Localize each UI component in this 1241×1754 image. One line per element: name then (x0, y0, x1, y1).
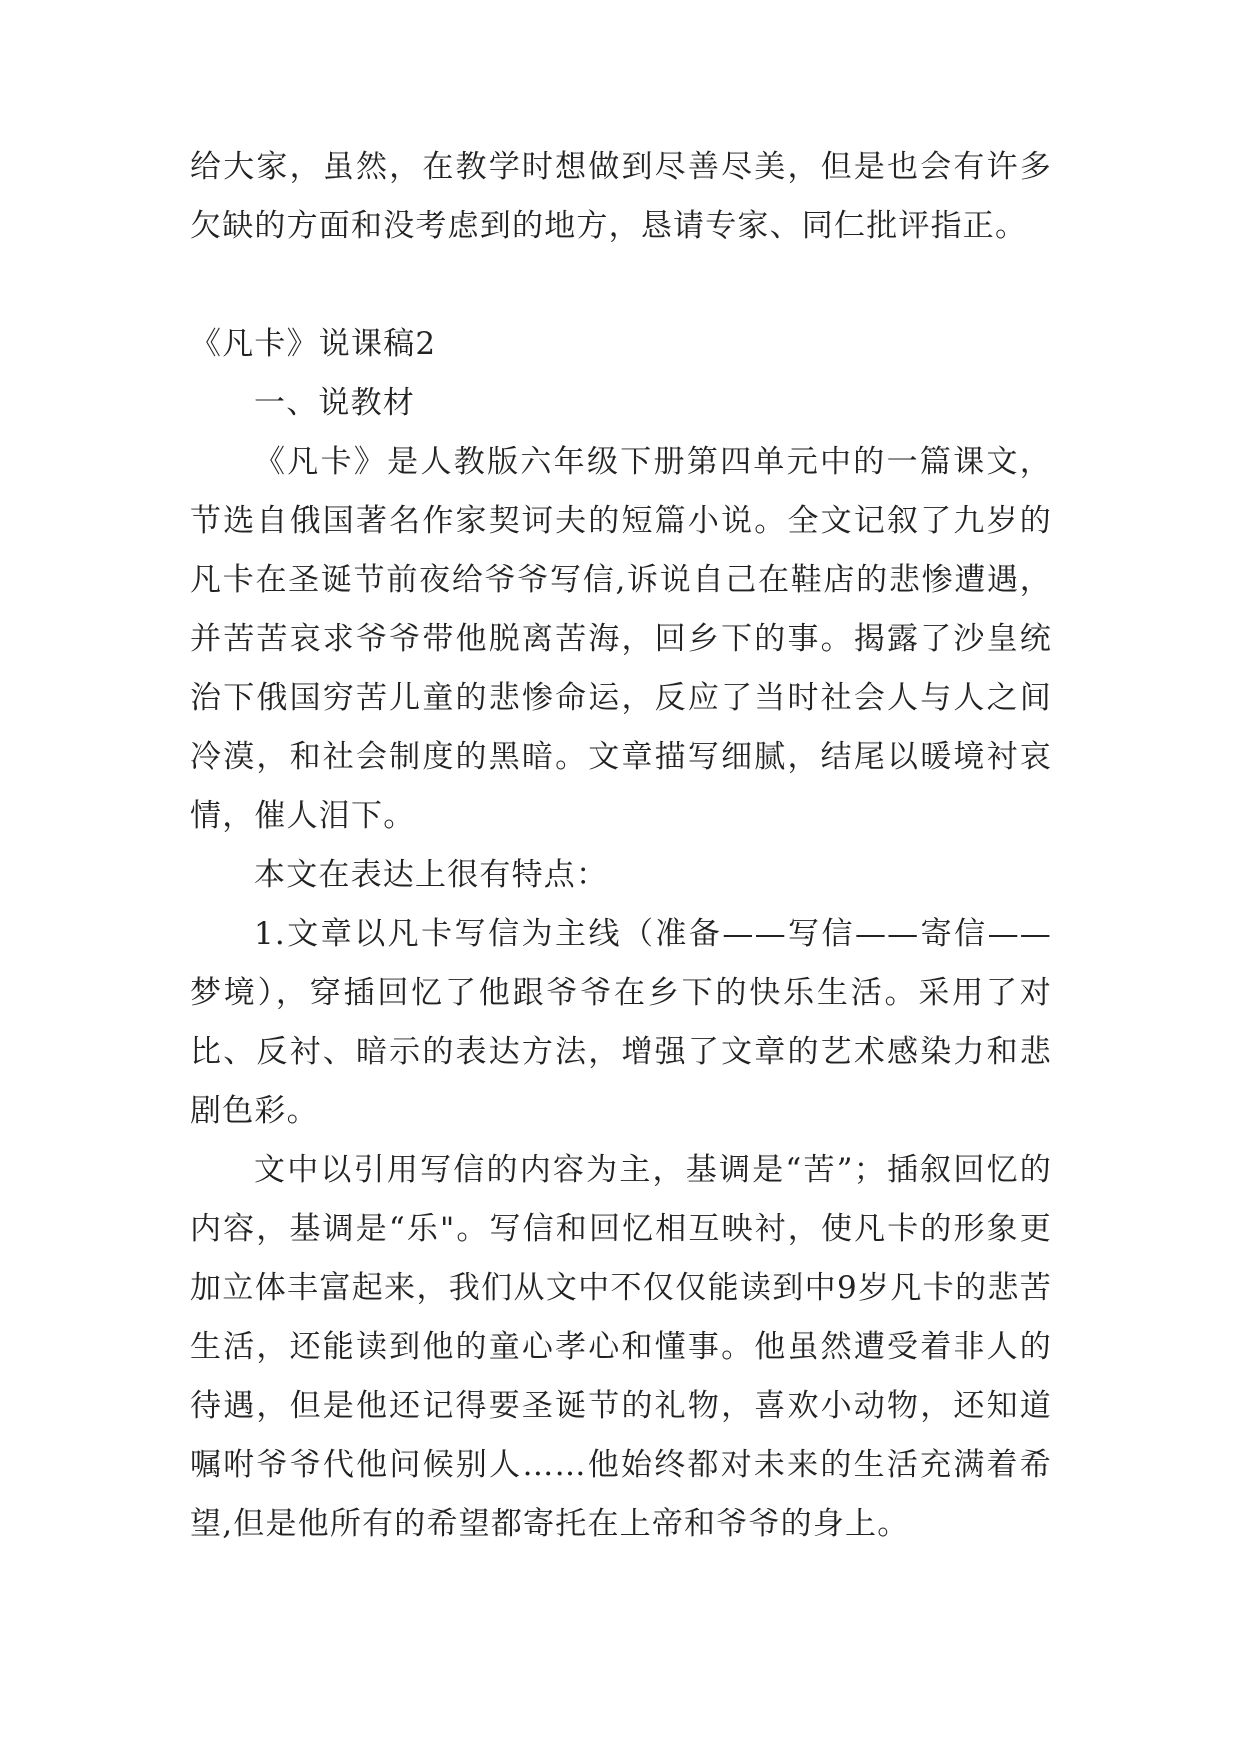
paragraph-features-intro: 本文在表达上很有特点： (254, 857, 609, 893)
paragraph-tone: 文中以引用写信的内容为主，基调是“苦”；插叙回忆的内容，基调是“乐"。写信和回忆相互映衬，使凡卡的形象更加立体丰富起来，我们从文中不仅仅能读到中9岁凡卡的悲苦生活，还能读到他的童心孝心和懂事。他虽然遭受着非人的待遇，但是他还记得要圣诞节的礼物，喜欢小动物，还知道嘱咐爷爷代他问候别人……他始终都对未来的生活充满着希望,但是他所有的希望都寄托在上帝和爷爷的身上。 (190, 1152, 1052, 1542)
heading-teaching-material: 一、说教材 (254, 385, 415, 421)
section-title: 《凡卡》说课稿2 (190, 326, 437, 362)
paragraph-material: 《凡卡》是人教版六年级下册第四单元中的一篇课文，节选自俄国著名作家契诃夫的短篇小说。全文记叙了九岁的凡卡在圣诞节前夜给爷爷写信,诉说自己在鞋店的悲惨遭遇，并苦苦哀求爷爷带他脱离苦海，回乡下的事。揭露了沙皇统治下俄国穷苦儿童的悲惨命运，反应了当时社会人与人之间冷漠，和社会制度的黑暗。文章描写细腻，结尾以暖境衬哀情，催人泪下。 (190, 444, 1052, 834)
paragraph-gap (190, 256, 1052, 315)
intro-paragraph: 给大家，虽然，在教学时想做到尽善尽美，但是也会有许多欠缺的方面和没考虑到的地方，恳请专家、同仁批评指正。 (190, 149, 1052, 244)
document-body (190, 138, 1052, 1554)
paragraph-point-1: 1.文章以凡卡写信为主线（准备——写信——寄信——梦境），穿插回忆了他跟爷爷在乡下的快乐生活。采用了对比、反衬、暗示的表达方法，增强了文章的艺术感染力和悲剧色彩。 (190, 916, 1052, 1129)
